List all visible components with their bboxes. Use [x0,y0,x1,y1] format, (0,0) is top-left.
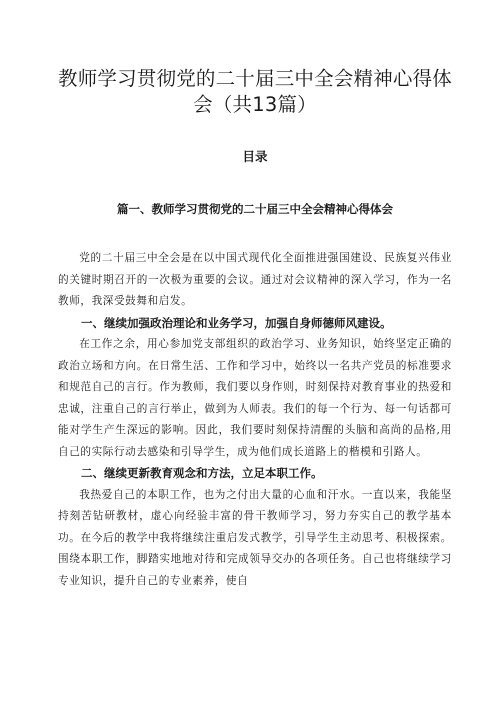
toc-label: 目录 [242,149,268,164]
document-title: 教师学习贯彻党的二十届三中全会精神心得体会（共13篇） [58,67,453,116]
intro-paragraph: 党的二十届三中全会是在以中国式现代化全面推进强国建设、民族复兴伟业的关键时期召开的一次极为重要的会议。通过对会议精神的深入学习，作为一名教师，我深受鼓舞和启发。 [58,252,452,307]
body-paragraph-1: 在工作之余，用心参加党支部组织的政治学习、业务知识，始终坚定正确的政治立场和方向。在日常生活、工作和学习中，始终以一名共产党员的标准要求和规范自己的言行。作为教师，我们要以身作则，时刻保持对教育事业的热爱和忠诚，注重自己的言行举止，做到为人师表。我们的每一个行为、每一句话都可能对学生产生深远的影响。因此，我们要时刻保持清醒的头脑和高尚的品格,用自己的实际行动去感染和引导学生，成为他们成长道路上的楷模和引路人。 [58,338,452,458]
section-heading-2: 二、继续更新教育观念和方法，立足本职工作。 [81,466,323,480]
body-paragraph-2: 我热爱自己的本职工作，也为之付出大量的心血和汗水。一直以来，我能坚持刻苦钻研教材，虚心向经验丰富的骨干教师学习，努力夯实自己的教学基本功。在今后的教学中我将继续注重启发式教学，引导学生主动思考、积极探索。围绕本职工作，脚踏实地地对待和完成领导交办的各项任务。自己也将继续学习专业知识，提升自己的专业素养，使自 [58,488,452,587]
chapter-title: 篇一、教师学习贯彻党的二十届三中全会精神心得体会 [117,202,393,216]
section-heading-1: 一、继续加强政治理论和业务学习，加强自身师德师风建设。 [81,315,392,330]
